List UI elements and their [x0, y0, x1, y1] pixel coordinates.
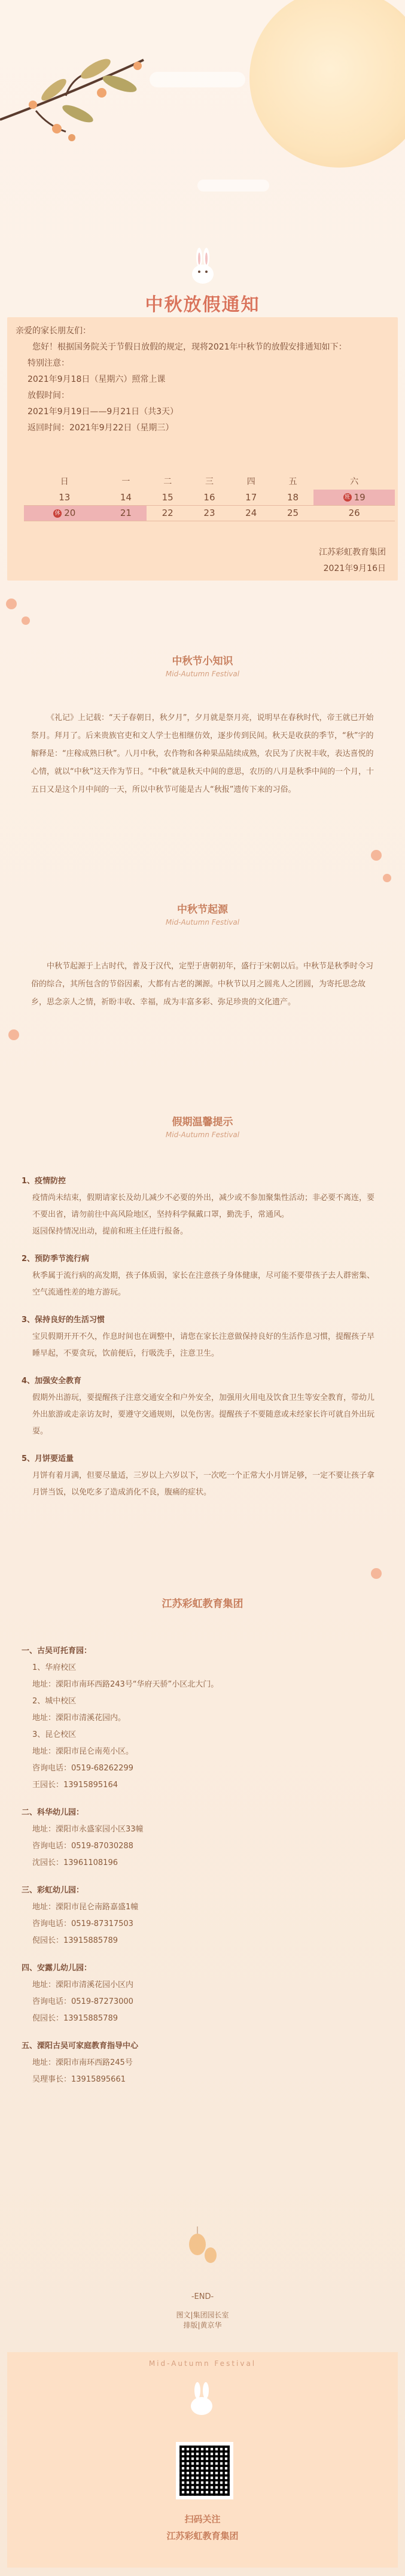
calendar-day: 26 — [313, 505, 395, 521]
rabbit-icon — [181, 2382, 223, 2418]
signature-org: 江苏彩虹教育集团 — [319, 548, 386, 557]
contact-heading: 四、安露儿幼儿园： — [22, 1964, 92, 1973]
work-badge: 班 — [343, 493, 352, 502]
contact-line: 王园长：13915895164 — [32, 1781, 118, 1790]
footer-subtitle: Mid-Autumn Festival — [148, 2359, 257, 2368]
section-subtitle: Mid-Autumn Festival — [165, 1131, 240, 1139]
section-title: 江苏彩虹教育集团 — [162, 1598, 243, 1610]
section-title: 假期温馨提示 — [172, 1116, 233, 1128]
contact-line: 沈园长：13961108196 — [32, 1858, 118, 1867]
contact-line: 地址：溧阳市清溪花园小区内 — [32, 1980, 134, 1989]
tip-heading: 2、预防季节流行病 — [22, 1254, 90, 1263]
weekday: 四 — [246, 477, 255, 487]
contact-line: 吴理事长：13915895661 — [32, 2075, 126, 2084]
calendar-day-number: 20 — [64, 508, 76, 518]
weekday: 二 — [163, 477, 172, 487]
contact-line: 3、昆仑校区 — [32, 1730, 77, 1739]
contact-heading: 二、科华幼儿园： — [22, 1808, 84, 1817]
rabbit-icon — [185, 245, 221, 287]
calendar-day: 24 — [230, 505, 272, 521]
calendar — [24, 473, 395, 521]
contact-line: 1、华府校区 — [32, 1663, 77, 1672]
cloud-decoration — [150, 72, 245, 87]
section-knowledge-header — [0, 652, 405, 678]
osmanthus-branch-icon — [0, 48, 156, 156]
greeting: 亲爱的家长朋友们： — [16, 326, 91, 336]
special-line: 2021年9月18日（星期六）照常上课 — [28, 375, 166, 384]
section-origin-body: 中秋节起源于上古时代，普及于汉代，定型于唐朝初年，盛行于宋朝以后。中秋节是秋季时令习俗的综合，其所包含的节俗因素，大都有古老的渊源。中秋节以月之圆兆人之团圆，为寄托思念故乡，思念亲人之情，祈盼丰收、幸福，成为丰富多彩、弥足珍贵的文化遗产。 — [31, 962, 374, 1007]
contact-line: 倪园长：13915885789 — [32, 1936, 118, 1945]
contact-line: 咨询电话：0519-87273000 — [32, 1997, 133, 2006]
tips-list — [22, 1173, 380, 1501]
contact-line: 2、城中校区 — [32, 1697, 77, 1706]
notice-body: 您好！根据国务院关于节假日放假的规定，现将2021年中秋节的放假安排通知如下： — [32, 342, 347, 352]
notice-card — [7, 317, 398, 581]
calendar-day-number: 19 — [354, 491, 366, 503]
tip-text: 假期外出游玩，要提醒孩子注意交通安全和户外安全，加强用火用电及饮食卫生等安全教育，带幼儿外出旅游或走亲访友时，要遵守交通规则，以免伤害。提醒孩子不要随意或未经家长许可就自外出玩耍。 — [32, 1393, 375, 1436]
footer-end — [0, 2292, 405, 2330]
section-knowledge-body: 《礼记》上记载：“天子春朝日，秋夕月”，夕月就是祭月亮，说明早在春秋时代，帝王就已开始祭月。拜月了。后来贵族官吏和文人学士也相继仿效，逐步传到民间。秋天是收获的季节，“秋”字的解释是：“庄稼成熟曰秋”。八月中秋，农作物和各种果品陆续成熟，农民为了庆祝丰收，表达喜悦的心情，就以“中秋”这天作为节日。“中秋”就是秋天中间的意思，农历的八月是秋季中间的一个月，十五日又是这个月中间的一天，所以中秋节可能是古人“秋报”遗传下来的习俗。 — [31, 713, 374, 794]
page-title: 中秋放假通知 — [145, 294, 260, 315]
calendar-day: 13 — [24, 490, 105, 505]
section-tips-header — [0, 1113, 405, 1139]
return-line: 返回时间：2021年9月22日（星期三） — [28, 423, 174, 433]
calendar-day: 14 — [105, 490, 147, 505]
credit-line: 排版|黄京华 — [183, 2321, 222, 2329]
contact-line: 咨询电话：0519-87317503 — [32, 1919, 133, 1928]
calendar-day: 22 — [147, 505, 188, 521]
calendar-day-highlight: 21 — [105, 505, 147, 521]
flower-decoration — [371, 850, 382, 861]
calendar-day: 25 — [272, 505, 314, 521]
weekday: 一 — [121, 477, 130, 487]
moon-decoration — [249, 0, 405, 168]
calendar-day: 16 — [188, 490, 230, 505]
credit-line: 图文|集团园长室 — [176, 2311, 229, 2319]
tip-text: 宝贝假期开开不久，作息时间也在调整中，请您在家长注意做保持良好的生活作息习惯，提醒孩子早睡早起，不要贪玩，饮前便后，行吸洗手，注意卫生。 — [32, 1332, 375, 1358]
holiday-label: 放假时间： — [28, 391, 69, 400]
contact-line: 地址：溧阳市南环西路243号“华府天骄”小区北大门。 — [32, 1680, 219, 1689]
flower-decoration — [371, 1568, 382, 1579]
footer-org: 江苏彩虹教育集团 — [166, 2531, 239, 2541]
flower-decoration — [8, 1029, 19, 1040]
contact-line: 地址：溧阳市清溪花园内。 — [32, 1714, 126, 1723]
contact-line: 地址：溧阳市昆仑南苑小区。 — [32, 1747, 134, 1756]
contact-line: 倪园长：13915885789 — [32, 2014, 118, 2023]
calendar-weekdays — [24, 473, 395, 490]
calendar-day-highlight — [313, 490, 395, 505]
contact-heading: 三、彩虹幼儿园： — [22, 1886, 84, 1895]
section-subtitle: Mid-Autumn Festival — [165, 670, 240, 678]
calendar-row — [24, 505, 395, 521]
calendar-day: 15 — [147, 490, 188, 505]
section-title: 中秋节小知识 — [172, 655, 233, 667]
tip-text: 疫情尚未结束，假期请家长及幼儿减少不必要的外出，减少或不参加聚集性活动；非必要不离连，要不要出省，请勿前往中高风险地区，坚持科学佩戴口罩，勤洗手，常通风。 — [32, 1193, 375, 1219]
follow-label: 扫码关注 — [184, 2514, 221, 2525]
flower-decoration — [22, 616, 30, 625]
flower-decoration — [383, 874, 391, 882]
calendar-day: 17 — [230, 490, 272, 505]
lantern-icon — [179, 2226, 227, 2280]
flower-decoration — [6, 599, 17, 609]
weekday: 六 — [350, 477, 359, 487]
tip-heading: 5、月饼要适量 — [22, 1454, 74, 1463]
tip-text: 返园保持情况出动，提前和班主任进行报备。 — [32, 1227, 188, 1236]
signature — [319, 545, 386, 577]
contact-line: 地址：溧阳市昆仑南路嘉盛1幢 — [32, 1903, 139, 1912]
contact-line: 地址：溧阳市南环西路245号 — [32, 2058, 133, 2067]
contact-line: 咨询电话：0519-87030288 — [32, 1842, 133, 1851]
contact-heading: 五、溧阳古吴可家庭教育指导中心 — [22, 2042, 139, 2051]
weekday: 三 — [205, 477, 214, 487]
special-label: 特别注意： — [28, 359, 69, 368]
section-contacts-header — [0, 1595, 405, 1610]
tip-text: 秋季属于流行病的高发期，孩子体质弱，家长在注意孩子身体健康，尽可能不要带孩子去人群密集、空气流通性差的地方游玩。 — [32, 1271, 375, 1297]
signature-date: 2021年9月16日 — [323, 564, 386, 573]
footer-card — [7, 2352, 398, 2568]
contact-line: 咨询电话：0519-68262299 — [32, 1764, 133, 1773]
holiday-line: 2021年9月19日——9月21日（共3天） — [28, 407, 178, 417]
tip-heading: 3、保持良好的生活习惯 — [22, 1316, 105, 1325]
section-origin-header — [0, 901, 405, 926]
cloud-decoration — [197, 180, 269, 192]
tip-heading: 4、加强安全教育 — [22, 1377, 82, 1386]
rest-badge: 休 — [53, 509, 62, 518]
contact-line: 地址：溧阳市永盛家园小区33幢 — [32, 1825, 144, 1834]
calendar-row — [24, 490, 395, 505]
contacts-list — [22, 1643, 380, 2088]
qr-code[interactable] — [176, 2442, 233, 2499]
weekday: 日 — [60, 477, 69, 487]
notice-text — [16, 323, 386, 436]
end-mark: -END- — [191, 2292, 214, 2301]
weekday: 五 — [288, 477, 297, 487]
contact-heading: 一、古吴可托育园： — [22, 1647, 92, 1655]
section-subtitle: Mid-Autumn Festival — [165, 918, 240, 926]
tip-heading: 1、疫情防控 — [22, 1177, 66, 1186]
tip-text: 月饼有着月满，但要尽量适，三岁以上六岁以下，一次吃一个正常大小月饼足够，一定不要让孩子拿月饼当饭，以免吃多了造成消化不良，腹痛的症状。 — [32, 1471, 375, 1497]
calendar-day-highlight — [24, 505, 105, 521]
section-title: 中秋节起源 — [177, 904, 228, 916]
calendar-day: 23 — [188, 505, 230, 521]
calendar-day: 18 — [272, 490, 314, 505]
